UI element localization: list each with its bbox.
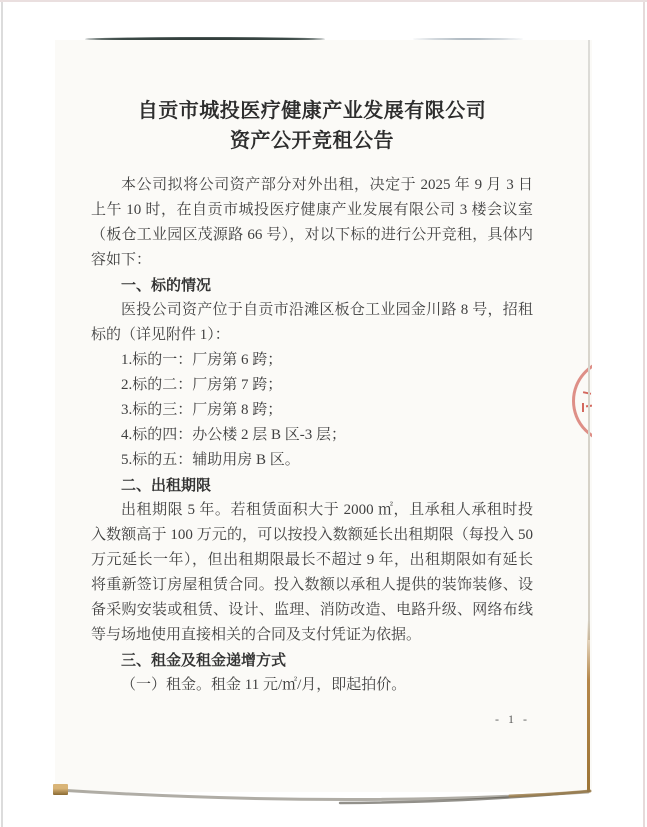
paper-sheet xyxy=(55,40,592,792)
scan-edge-right xyxy=(643,0,645,827)
red-seal-text-mark xyxy=(582,403,584,412)
section2-heading: 二、出租期限 xyxy=(121,477,212,494)
paper-edge-right xyxy=(588,40,590,640)
document-title-line1: 自贡市城投医疗健康产业发展有限公司 xyxy=(137,100,487,122)
section1-heading: 一、标的情况 xyxy=(121,277,212,294)
lot-item-1: 1.标的一：厂房第 6 跨； xyxy=(121,352,283,368)
section3-heading: 三、租金及租金递增方式 xyxy=(121,652,287,669)
section2-body: 出租期限 5 年。若租赁面积大于 2000 ㎡，且承租人承租时投入数额高于 100 万元的，可以按投入数额延长出租期限（每投入 50 万元延长一年），但出租期限最长不超过 9 年，出租期限如有延长将重新签订房屋租赁合同。投入数额以承租人提供的装饰装修、设备采购安装或租赁、设计、监理、消防改造、电路升级、网络布线等与场地使用直接相关的合同及支付凭证为依据。 xyxy=(91,502,533,643)
document-text xyxy=(91,173,533,698)
paper-edge-right-tan xyxy=(587,620,590,792)
page-number: - 1 - xyxy=(495,712,530,726)
document-title-line2: 资产公开竞租公告 xyxy=(230,130,394,152)
lot-item-4: 4.标的四：办公楼 2 层 B 区-3 层； xyxy=(121,427,347,443)
section3-body: （一）租金。租金 11 元/㎡/月，即起拍价。 xyxy=(121,677,407,693)
document-title xyxy=(91,96,533,156)
paper-corner-mark xyxy=(53,784,68,795)
paper-bottom-shadow xyxy=(40,780,610,820)
scan-edge-left xyxy=(1,0,3,827)
scan-edge-top xyxy=(0,0,647,2)
lot-item-5: 5.标的五：辅助用房 B 区。 xyxy=(121,452,300,468)
document-body xyxy=(55,40,592,698)
section1-intro: 医投公司资产位于自贡市沿滩区板仓工业园金川路 8 号，招租标的（详见附件 1）： xyxy=(91,302,533,343)
lot-item-2: 2.标的二：厂房第 7 跨； xyxy=(121,377,283,393)
intro-paragraph: 本公司拟将公司资产部分对外出租，决定于 2025 年 9 月 3 日上午 10 时，在自贡市城投医疗健康产业发展有限公司 3 楼会议室（板仓工业园区茂源路 66 号），对以下标的进行公开竞租，具体内容如下： xyxy=(91,177,533,268)
lot-item-3: 3.标的三：厂房第 8 跨； xyxy=(121,402,283,418)
